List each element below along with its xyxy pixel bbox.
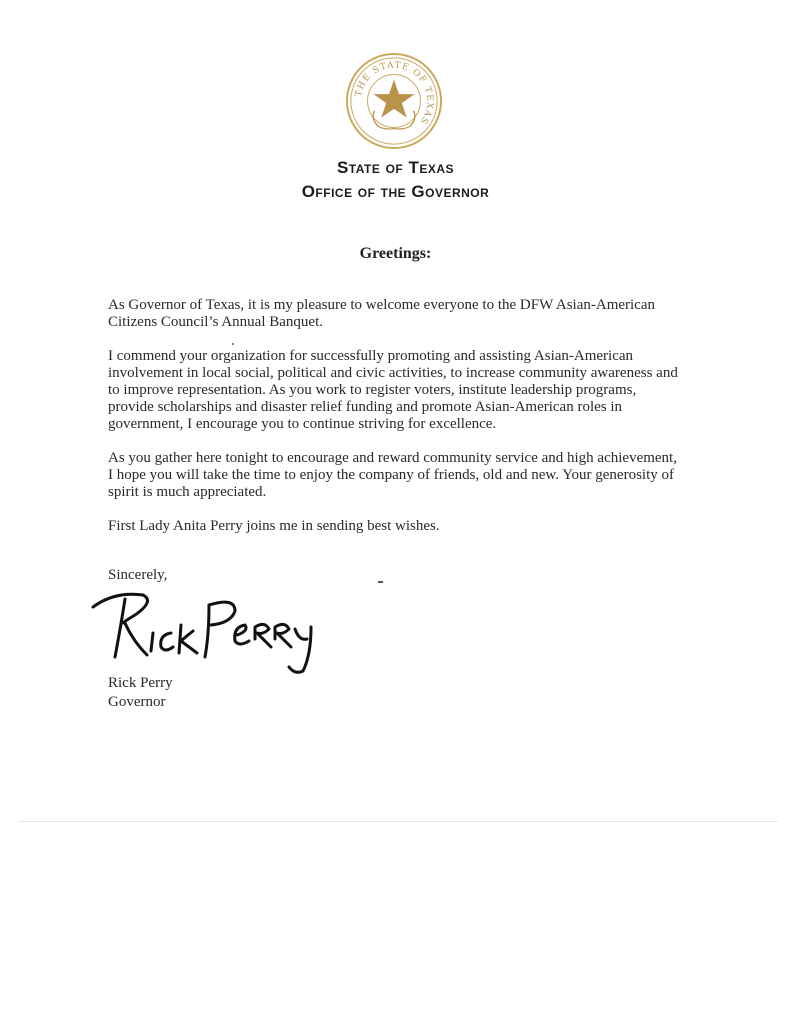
paragraph-commendation: I commend your organization for successfully promoting and assisting Asian-American involvement in local social, political and civic activities, to increase community awareness and to improve representation. As you work to register voters, institute leadership programs, provide scholarships and disaster relief funding and promote Asian-American roles in government, I encourage you to continue striving for excellence. [108,348,678,432]
state-seal-icon [345,52,443,150]
scan-speck [378,581,383,583]
paragraph-welcome: As Governor of Texas, it is my pleasure to welcome everyone to the DFW Asian-American Citizens Council’s Annual Banquet. [108,297,656,330]
signature-image [85,585,325,680]
letterhead-state: State of Texas [336,158,455,177]
signer-title: Governor [108,694,166,710]
closing: Sincerely, [108,567,168,583]
signer-name: Rick Perry [108,675,173,691]
scan-speck [232,343,234,345]
page-divider [18,821,778,822]
letterhead-office: Office of the Governor [301,182,490,201]
greeting-heading: Greetings: [359,245,432,262]
letter-body [108,297,678,552]
paragraph-gathering: As you gather here tonight to encourage and reward community service and high achievement, I hope you will take the time to enjoy the company of friends, old and new. Your generosity of spirit is much appreciated. [108,450,677,500]
signer-block [108,674,173,712]
paragraph-best-wishes: First Lady Anita Perry joins me in sending best wishes. [108,518,440,534]
svg-text:THE STATE OF TEXAS: THE STATE OF TEXAS [353,60,435,127]
